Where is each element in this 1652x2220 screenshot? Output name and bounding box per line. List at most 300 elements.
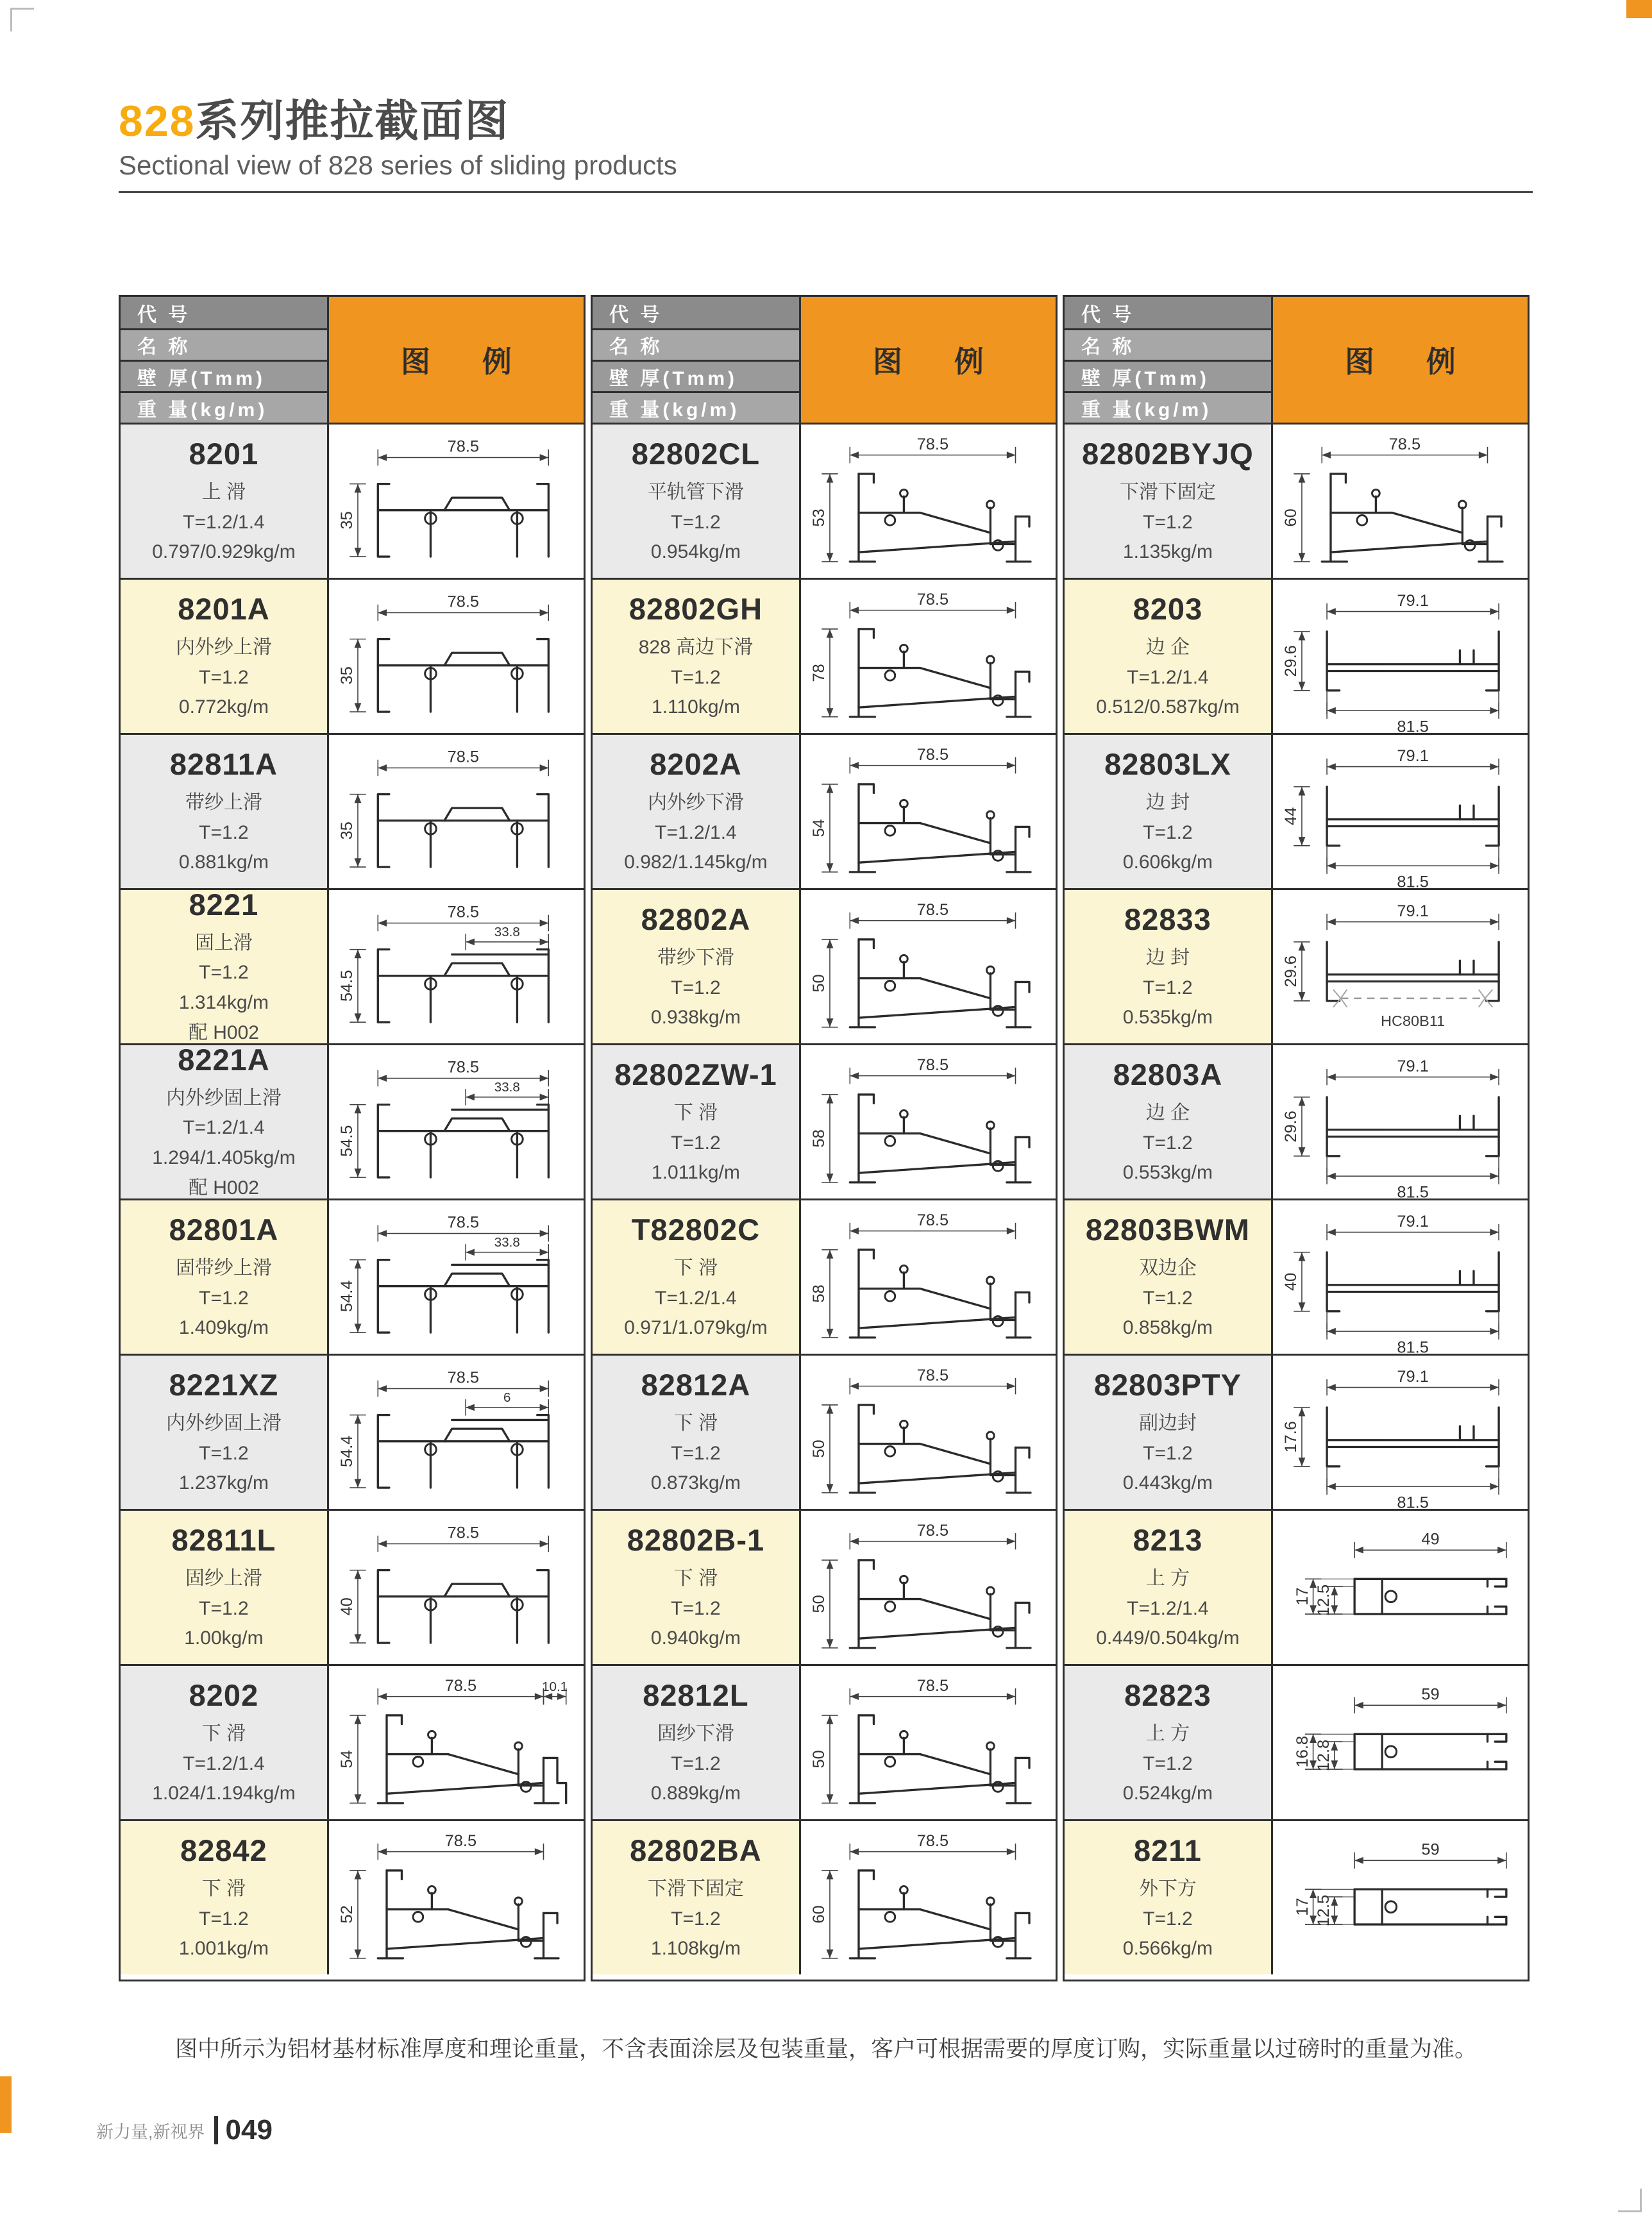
header-code-label: 代 号 — [1065, 297, 1273, 328]
svg-text:6: 6 — [503, 1390, 511, 1406]
svg-text:59: 59 — [1421, 1840, 1440, 1859]
profile-weight: 0.858kg/m — [1122, 1317, 1213, 1339]
profile-diagram-cell — [329, 1043, 584, 1198]
svg-text:78.5: 78.5 — [447, 1524, 479, 1542]
profile-info-cell — [593, 578, 801, 733]
profile-thickness: T=1.2 — [671, 1597, 721, 1619]
profile-info-cell — [1065, 1043, 1273, 1198]
profile-section-drawing — [329, 890, 584, 1043]
crop-mark-bottom-right — [1618, 2189, 1642, 2212]
profile-name: 双边企 — [1138, 1257, 1197, 1279]
svg-text:44: 44 — [1282, 807, 1301, 825]
profile-section-drawing — [1273, 1821, 1528, 1974]
profile-info-cell — [121, 733, 329, 888]
profile-table — [119, 295, 1530, 1981]
profile-group — [591, 295, 1058, 1981]
profile-info-cell — [593, 1664, 801, 1819]
svg-text:33.8: 33.8 — [494, 925, 520, 940]
profile-diagram-cell — [329, 1819, 584, 1974]
profile-code: 82812A — [641, 1368, 751, 1402]
profile-thickness: T=1.2 — [671, 1753, 721, 1774]
profile-weight: 1.110kg/m — [652, 696, 740, 718]
profile-diagram-cell — [1273, 423, 1528, 578]
svg-text:78.5: 78.5 — [916, 590, 949, 609]
profile-diagram-cell — [329, 1354, 584, 1509]
profile-section-drawing — [801, 1045, 1056, 1198]
profile-info-cell — [1065, 733, 1273, 888]
profile-code: 8221 — [189, 887, 259, 921]
svg-text:79.1: 79.1 — [1397, 746, 1429, 765]
profile-code: 82842 — [180, 1833, 267, 1868]
svg-text:50: 50 — [810, 1595, 829, 1613]
svg-text:81.5: 81.5 — [1397, 718, 1429, 733]
profile-name: 边 企 — [1145, 637, 1190, 659]
legend-header: 图 例 — [801, 297, 1056, 423]
profile-code: 8202A — [650, 747, 742, 782]
profile-code: 82811L — [171, 1523, 276, 1558]
profile-info-cell — [121, 888, 329, 1043]
svg-text:29.6: 29.6 — [1282, 645, 1301, 677]
profile-name: 平轨管下滑 — [647, 482, 744, 503]
svg-text:78.5: 78.5 — [447, 1368, 479, 1387]
profile-weight: 0.535kg/m — [1122, 1007, 1213, 1029]
header-weight-label: 重 量(kg/m) — [593, 391, 801, 423]
svg-text:78.5: 78.5 — [916, 1521, 949, 1540]
svg-text:50: 50 — [810, 1440, 829, 1458]
header-name-label: 名 称 — [121, 328, 329, 360]
profile-code: 8202 — [189, 1678, 259, 1713]
svg-text:81.5: 81.5 — [1397, 1183, 1429, 1198]
profile-section-drawing — [1273, 580, 1528, 733]
profile-name: 下 滑 — [201, 1878, 246, 1900]
profile-section-drawing — [329, 1821, 584, 1974]
profile-weight: 1.00kg/m — [184, 1627, 264, 1649]
profile-weight: 1.409kg/m — [178, 1317, 269, 1339]
svg-text:78.5: 78.5 — [916, 900, 949, 919]
header-thickness-label: 壁 厚(Tmm) — [121, 360, 329, 391]
svg-text:52: 52 — [338, 1905, 357, 1924]
page-subtitle: Sectional view of 828 series of sliding products — [119, 150, 677, 181]
svg-text:60: 60 — [810, 1905, 829, 1924]
profile-thickness: T=1.2 — [199, 1287, 249, 1309]
profile-weight: 1.001kg/m — [178, 1938, 269, 1960]
profile-info-cell — [593, 1819, 801, 1974]
profile-code: 8211 — [1133, 1833, 1202, 1868]
profile-group — [1063, 295, 1530, 1981]
profile-name: 下 滑 — [673, 1568, 718, 1590]
profile-code: 82833 — [1124, 902, 1211, 937]
profile-diagram-cell — [1273, 1819, 1528, 1974]
svg-text:12.5: 12.5 — [1314, 1894, 1333, 1927]
svg-text:78.5: 78.5 — [447, 1213, 479, 1232]
profile-info-cell — [1065, 1664, 1273, 1819]
header-weight-label: 重 量(kg/m) — [121, 391, 329, 423]
profile-diagram-cell — [801, 1043, 1056, 1198]
profile-name: 内外纱下滑 — [647, 792, 744, 814]
svg-text:50: 50 — [810, 974, 829, 993]
brand-slogan: 新力量,新视界 — [96, 2122, 205, 2142]
profile-info-cell — [593, 423, 801, 578]
svg-text:78.5: 78.5 — [916, 435, 949, 453]
profile-thickness: T=1.2 — [671, 666, 721, 688]
svg-text:12.5: 12.5 — [1314, 1584, 1333, 1617]
svg-text:78.5: 78.5 — [447, 748, 479, 766]
svg-text:78.5: 78.5 — [916, 745, 949, 764]
profile-info-cell — [121, 1354, 329, 1509]
svg-text:35: 35 — [338, 666, 357, 685]
svg-text:12.8: 12.8 — [1314, 1739, 1333, 1772]
svg-text:78.5: 78.5 — [447, 437, 479, 456]
profile-thickness: T=1.2/1.4 — [1127, 666, 1209, 688]
profile-thickness: T=1.2/1.4 — [655, 821, 737, 843]
profile-diagram-cell — [801, 1509, 1056, 1664]
profile-thickness: T=1.2 — [1143, 1132, 1193, 1154]
svg-text:54.5: 54.5 — [338, 1125, 357, 1157]
svg-text:78.5: 78.5 — [444, 1676, 477, 1695]
page-title — [119, 96, 1533, 146]
profile-thickness: T=1.2/1.4 — [183, 1117, 265, 1139]
title-text: 系列推拉截面图 — [195, 97, 510, 146]
profile-diagram-cell — [1273, 578, 1528, 733]
profile-weight: 0.797/0.929kg/m — [152, 541, 296, 563]
svg-text:40: 40 — [338, 1597, 357, 1616]
profile-thickness: T=1.2 — [199, 821, 249, 843]
profile-code: 82803BWM — [1085, 1213, 1251, 1247]
profile-info-cell — [1065, 1509, 1273, 1664]
profile-code: 82802A — [641, 902, 751, 937]
profile-info-cell — [1065, 423, 1273, 578]
profile-section-drawing — [1273, 1045, 1528, 1198]
profile-section-drawing — [801, 580, 1056, 733]
profile-diagram-cell — [801, 578, 1056, 733]
profile-section-drawing — [1273, 890, 1528, 1043]
profile-thickness: T=1.2 — [671, 1442, 721, 1464]
header-name-label: 名 称 — [593, 328, 801, 360]
profile-weight: 0.449/0.504kg/m — [1096, 1627, 1240, 1649]
profile-info-cell — [1065, 1354, 1273, 1509]
svg-text:HC80B11: HC80B11 — [1380, 1012, 1446, 1029]
profile-extra: 配 H002 — [188, 1177, 259, 1198]
profile-diagram-cell — [1273, 1043, 1528, 1198]
svg-text:29.6: 29.6 — [1282, 1111, 1301, 1143]
profile-info-cell — [121, 578, 329, 733]
svg-text:58: 58 — [810, 1284, 829, 1303]
profile-info-cell — [121, 1509, 329, 1664]
profile-thickness: T=1.2/1.4 — [183, 511, 265, 533]
svg-text:81.5: 81.5 — [1397, 1493, 1429, 1509]
profile-weight: 0.553kg/m — [1122, 1162, 1213, 1184]
profile-weight: 0.938kg/m — [650, 1007, 741, 1029]
profile-weight: 0.524kg/m — [1122, 1783, 1213, 1804]
svg-text:54: 54 — [338, 1750, 357, 1769]
profile-thickness: T=1.2/1.4 — [655, 1287, 737, 1309]
profile-info-cell — [121, 1819, 329, 1974]
profile-diagram-cell — [801, 733, 1056, 888]
profile-code: 82802GH — [628, 592, 763, 626]
legend-header: 图 例 — [329, 297, 584, 423]
profile-info-cell — [1065, 1198, 1273, 1354]
profile-name: 下 滑 — [673, 1257, 718, 1279]
header-weight-label: 重 量(kg/m) — [1065, 391, 1273, 423]
profile-thickness: T=1.2 — [671, 977, 721, 998]
profile-code: T82802C — [631, 1213, 761, 1247]
profile-weight: 0.982/1.145kg/m — [624, 852, 768, 873]
profile-section-drawing — [801, 1666, 1056, 1819]
svg-text:78.5: 78.5 — [916, 1831, 949, 1850]
profile-diagram-cell — [329, 733, 584, 888]
profile-section-drawing — [801, 1821, 1056, 1974]
profile-weight: 0.971/1.079kg/m — [624, 1317, 768, 1339]
profile-thickness: T=1.2 — [671, 511, 721, 533]
profile-info-cell — [1065, 578, 1273, 733]
profile-code: 82803PTY — [1093, 1368, 1242, 1402]
profile-weight: 0.889kg/m — [650, 1783, 741, 1804]
profile-code: 82802CL — [631, 437, 761, 471]
profile-thickness: T=1.2 — [1143, 511, 1193, 533]
page-edge-bar — [0, 2076, 12, 2133]
profile-weight: 0.940kg/m — [650, 1627, 741, 1649]
profile-code: 8221A — [178, 1042, 270, 1077]
svg-text:79.1: 79.1 — [1397, 1057, 1429, 1075]
svg-text:81.5: 81.5 — [1397, 1338, 1429, 1354]
header-thickness-label: 壁 厚(Tmm) — [593, 360, 801, 391]
crop-mark-top-left — [10, 8, 34, 31]
profile-info-cell — [593, 733, 801, 888]
profile-section-drawing — [801, 1511, 1056, 1664]
profile-diagram-cell — [1273, 733, 1528, 888]
profile-info-cell — [1065, 1819, 1273, 1974]
profile-info-cell — [593, 1354, 801, 1509]
profile-diagram-cell — [801, 423, 1056, 578]
svg-text:78.5: 78.5 — [916, 1211, 949, 1229]
header-code-label: 代 号 — [121, 297, 329, 328]
profile-name: 固纱下滑 — [657, 1723, 734, 1745]
profile-name: 内外纱固上滑 — [165, 1087, 282, 1109]
profile-info-cell — [593, 1043, 801, 1198]
header-name-label: 名 称 — [1065, 328, 1273, 360]
svg-text:54: 54 — [810, 819, 829, 837]
profile-diagram-cell — [801, 1819, 1056, 1974]
profile-name: 上 方 — [1145, 1723, 1190, 1745]
profile-name: 下 滑 — [673, 1102, 718, 1124]
profile-code: 82803LX — [1104, 747, 1231, 782]
svg-text:17: 17 — [1293, 1587, 1311, 1606]
profile-code: 82803A — [1113, 1057, 1223, 1092]
svg-text:17: 17 — [1293, 1897, 1311, 1916]
page-number: 049 — [214, 2116, 273, 2144]
profile-weight: 0.881kg/m — [178, 852, 269, 873]
svg-text:78.5: 78.5 — [1388, 435, 1421, 453]
profile-name: 下 滑 — [673, 1413, 718, 1434]
profile-thickness: T=1.2 — [199, 962, 249, 984]
profile-weight: 0.512/0.587kg/m — [1096, 696, 1240, 718]
footnote: 图中所示为铝材基材标准厚度和理论重量，不含表面涂层及包装重量，客户可根据需要的厚度订购，实际重量以过磅时的重量为准。 — [174, 2037, 1477, 2062]
profile-section-drawing — [329, 1511, 584, 1664]
header-thickness-label: 壁 厚(Tmm) — [1065, 360, 1273, 391]
profile-name: 下滑下固定 — [647, 1878, 744, 1900]
profile-code: 82812L — [643, 1678, 749, 1713]
svg-text:79.1: 79.1 — [1397, 591, 1429, 610]
profile-section-drawing — [329, 425, 584, 578]
svg-text:78.5: 78.5 — [916, 1676, 949, 1695]
profile-name: 上 滑 — [201, 482, 246, 503]
svg-text:33.8: 33.8 — [494, 1235, 520, 1250]
profile-name: 固带纱上滑 — [175, 1257, 272, 1279]
profile-thickness: T=1.2 — [1143, 1908, 1193, 1930]
profile-info-cell — [593, 1198, 801, 1354]
svg-text:35: 35 — [338, 821, 357, 840]
profile-weight: 0.566kg/m — [1122, 1938, 1213, 1960]
profile-group — [119, 295, 586, 1981]
profile-section-drawing — [329, 1356, 584, 1509]
profile-diagram-cell — [1273, 888, 1528, 1043]
profile-thickness: T=1.2 — [199, 666, 249, 688]
profile-thickness: T=1.2 — [1143, 1753, 1193, 1774]
profile-code: 8201 — [189, 437, 259, 471]
profile-diagram-cell — [1273, 1198, 1528, 1354]
profile-section-drawing — [1273, 425, 1528, 578]
svg-text:54.4: 54.4 — [338, 1435, 357, 1468]
profile-weight: 1.294/1.405kg/m — [152, 1147, 296, 1168]
svg-text:78.5: 78.5 — [916, 1055, 949, 1074]
svg-text:59: 59 — [1421, 1685, 1440, 1704]
profile-diagram-cell — [329, 1509, 584, 1664]
svg-text:35: 35 — [338, 511, 357, 530]
profile-section-drawing — [1273, 1511, 1528, 1664]
profile-name: 边 企 — [1145, 1102, 1190, 1124]
profile-weight: 0.443kg/m — [1122, 1472, 1213, 1494]
profile-code: 82802BYJQ — [1082, 437, 1254, 471]
profile-thickness: T=1.2 — [1143, 821, 1193, 843]
svg-text:78.5: 78.5 — [444, 1831, 477, 1850]
svg-text:17.6: 17.6 — [1282, 1421, 1301, 1453]
profile-weight: 0.606kg/m — [1122, 852, 1213, 873]
profile-diagram-cell — [801, 1664, 1056, 1819]
profile-code: 8201A — [178, 592, 270, 626]
profile-code: 8203 — [1133, 592, 1203, 626]
profile-code: 82811A — [169, 747, 278, 782]
profile-name: 内外纱固上滑 — [165, 1413, 282, 1434]
profile-diagram-cell — [329, 578, 584, 733]
profile-section-drawing — [801, 890, 1056, 1043]
profile-info-cell — [1065, 888, 1273, 1043]
profile-extra: 配 H002 — [188, 1022, 259, 1043]
svg-text:78.5: 78.5 — [447, 593, 479, 611]
profile-section-drawing — [1273, 735, 1528, 888]
profile-info-cell — [121, 423, 329, 578]
profile-weight: 1.135kg/m — [1122, 541, 1213, 563]
profile-section-drawing — [329, 735, 584, 888]
svg-text:40: 40 — [1282, 1272, 1301, 1291]
profile-info-cell — [121, 1198, 329, 1354]
svg-text:16.8: 16.8 — [1293, 1735, 1311, 1768]
profile-section-drawing — [801, 1200, 1056, 1354]
profile-info-cell — [121, 1664, 329, 1819]
profile-diagram-cell — [801, 888, 1056, 1043]
svg-text:54.5: 54.5 — [338, 970, 357, 1002]
profile-section-drawing — [801, 735, 1056, 888]
page-edge-tab — [1626, 0, 1652, 18]
profile-info-cell — [121, 1043, 329, 1198]
profile-diagram-cell — [801, 1198, 1056, 1354]
profile-code: 8221XZ — [169, 1368, 279, 1402]
header-rule — [119, 191, 1533, 193]
profile-section-drawing — [801, 1356, 1056, 1509]
profile-name: 副边封 — [1138, 1413, 1197, 1434]
profile-name: 上 方 — [1145, 1568, 1190, 1590]
profile-thickness: T=1.2 — [671, 1132, 721, 1154]
profile-thickness: T=1.2 — [1143, 1442, 1193, 1464]
svg-text:49: 49 — [1421, 1530, 1440, 1549]
profile-code: 82802B-1 — [627, 1523, 765, 1558]
profile-section-drawing — [1273, 1666, 1528, 1819]
page-header — [119, 96, 1533, 193]
profile-thickness: T=1.2 — [199, 1908, 249, 1930]
profile-name: 下 滑 — [201, 1723, 246, 1745]
profile-code: 82823 — [1124, 1678, 1211, 1713]
profile-name: 固上滑 — [194, 932, 253, 954]
profile-section-drawing — [1273, 1200, 1528, 1354]
svg-text:58: 58 — [810, 1129, 829, 1148]
profile-thickness: T=1.2 — [199, 1597, 249, 1619]
svg-text:53: 53 — [810, 509, 829, 527]
profile-weight: 0.772kg/m — [178, 696, 269, 718]
profile-name: 固纱上滑 — [185, 1568, 262, 1590]
profile-name: 边 封 — [1145, 947, 1190, 969]
svg-text:29.6: 29.6 — [1282, 955, 1301, 988]
profile-section-drawing — [1273, 1356, 1528, 1509]
svg-text:79.1: 79.1 — [1397, 1212, 1429, 1231]
profile-name: 下滑下固定 — [1119, 482, 1216, 503]
profile-diagram-cell — [329, 1198, 584, 1354]
profile-diagram-cell — [801, 1354, 1056, 1509]
profile-diagram-cell — [329, 1664, 584, 1819]
profile-diagram-cell — [329, 423, 584, 578]
profile-name: 边 封 — [1145, 792, 1190, 814]
profile-name: 828 高边下滑 — [638, 637, 754, 659]
svg-text:54.4: 54.4 — [338, 1280, 357, 1313]
profile-name: 带纱下滑 — [657, 947, 734, 969]
profile-weight: 0.873kg/m — [650, 1472, 741, 1494]
svg-text:50: 50 — [810, 1750, 829, 1769]
profile-thickness: T=1.2 — [1143, 977, 1193, 998]
svg-text:79.1: 79.1 — [1397, 1367, 1429, 1386]
profile-weight: 1.024/1.194kg/m — [152, 1783, 296, 1804]
title-series-number: 828 — [119, 97, 196, 146]
profile-weight: 1.237kg/m — [178, 1472, 269, 1494]
profile-code: 8213 — [1133, 1523, 1203, 1558]
profile-weight: 1.314kg/m — [178, 992, 269, 1013]
profile-name: 带纱上滑 — [185, 792, 262, 814]
profile-diagram-cell — [1273, 1354, 1528, 1509]
profile-info-cell — [593, 888, 801, 1043]
profile-info-cell — [593, 1509, 801, 1664]
profile-thickness: T=1.2 — [199, 1442, 249, 1464]
profile-section-drawing — [329, 1045, 584, 1198]
svg-text:10.1: 10.1 — [542, 1679, 568, 1694]
profile-thickness: T=1.2/1.4 — [183, 1753, 265, 1774]
header-code-label: 代 号 — [593, 297, 801, 328]
profile-thickness: T=1.2/1.4 — [1127, 1597, 1209, 1619]
svg-text:60: 60 — [1282, 509, 1301, 527]
profile-code: 82802ZW-1 — [614, 1057, 777, 1092]
profile-section-drawing — [801, 425, 1056, 578]
profile-weight: 1.108kg/m — [650, 1938, 741, 1960]
svg-text:33.8: 33.8 — [494, 1080, 520, 1095]
svg-text:78.5: 78.5 — [916, 1366, 949, 1384]
profile-section-drawing — [329, 1666, 584, 1819]
svg-text:79.1: 79.1 — [1397, 902, 1429, 920]
